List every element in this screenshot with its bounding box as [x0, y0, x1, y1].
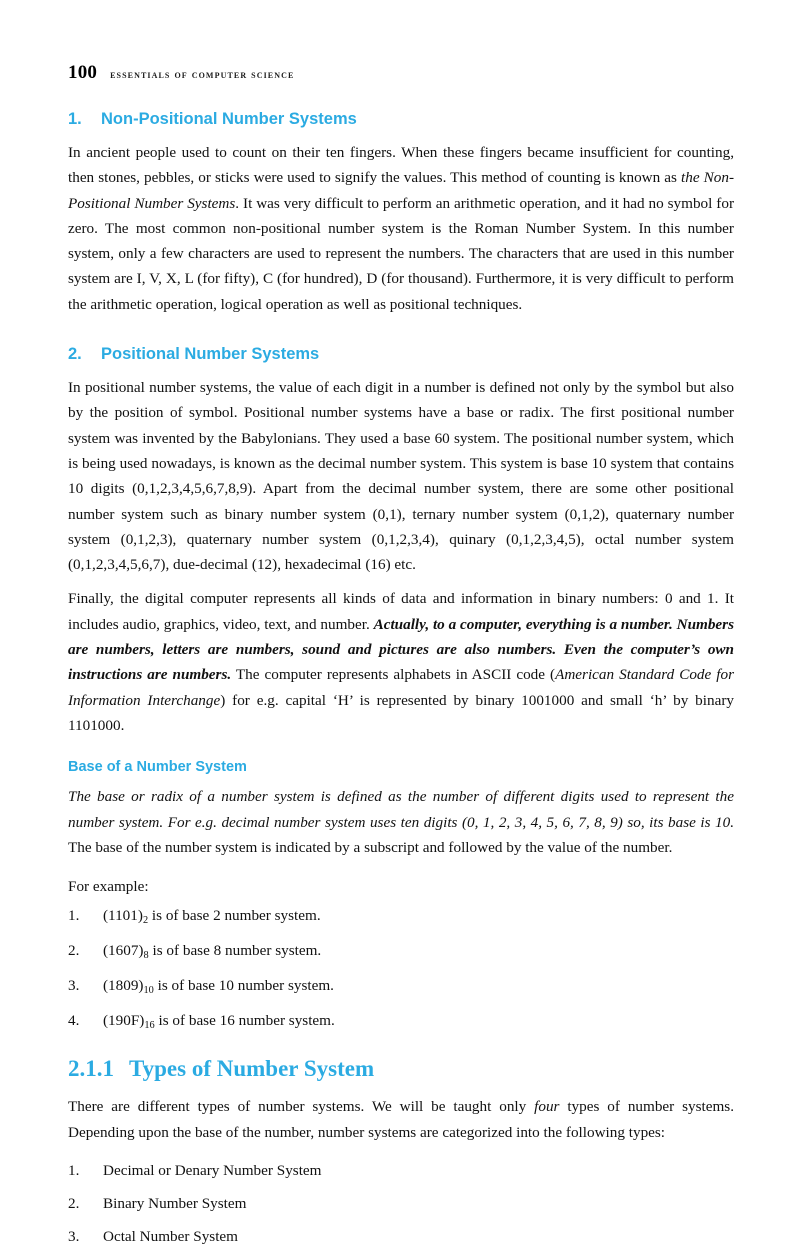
para-1-part-c: . It was very difficult to perform an arithmetic operation, and it had no symbol for zero. The most common non-positional number system is the Roman Number System. In this number system, only a few characters are used to represent the numbers. The characters that are used in this number system are I, V, X, L (for fifty), C (for hundred), D (for thousand). Furthermore, it is very difficult to perform the arithmetic operation, logical operation as well as positional techniques.	[68, 194, 734, 313]
types-intro-c: types of number systems. Depending upon the base of the number, number systems are categorized into the following types:	[68, 1098, 735, 1141]
para-1-part-a: In ancient people used to count on their ten fingers. When these fingers became insufficient for counting, then stones, pebbles, or sticks were used to signify the values. This method of counting is known as	[68, 144, 734, 187]
heading-non-positional-number-systems	[68, 110, 734, 129]
example-subscript: 2	[142, 915, 149, 927]
heading-2-title: Positional Number Systems	[101, 345, 320, 364]
list-item-number: 2.	[68, 1195, 80, 1213]
list-item-number: 3.	[68, 1228, 80, 1246]
example-value: (1101)	[103, 907, 143, 925]
list-item	[68, 1009, 734, 1035]
list-item-text: Binary Number System	[103, 1195, 247, 1213]
paragraph-base-definition	[68, 784, 734, 860]
heading-1-number: 1.	[68, 110, 82, 128]
example-rest: is of base 8 number system.	[148, 942, 322, 960]
types-intro-emphasis: four	[534, 1098, 560, 1116]
list-item-text	[103, 1009, 734, 1035]
example-subscript: 10	[143, 985, 154, 997]
list-item-number: 2.	[68, 942, 80, 960]
para-2-part-c: The computer represents alphabets in ASCII code (	[231, 666, 556, 684]
base-definition-rest: The base of the number system is indicated by a subscript and followed by the value of the number.	[68, 838, 673, 856]
list-item	[68, 1225, 734, 1249]
base-examples-list	[68, 904, 734, 1035]
number-system-types-list	[68, 1159, 734, 1249]
list-item	[68, 974, 734, 1000]
list-item	[68, 1192, 734, 1216]
para-2-part-a: Finally, the digital computer represents all kinds of data and information in binary numbers: 0 and 1. It includes audio, graphics, video, text, and number.	[68, 590, 734, 633]
paragraph-types-intro	[68, 1094, 734, 1145]
running-head	[68, 62, 734, 84]
paragraph-binary-representation	[68, 586, 734, 738]
list-item-number: 1.	[68, 907, 80, 925]
example-value: (1809)	[103, 977, 144, 995]
heading-base-of-a-number-system: Base of a Number System	[68, 759, 247, 776]
para-2-strong-emphasis: Actually, to a computer, everything is a number. Numbers are numbers, letters are numbers, sound and pictures are also numbers. Even the computer’s own instructions are numbers.	[68, 615, 734, 684]
list-item-number: 3.	[68, 977, 80, 995]
list-item-text	[103, 904, 734, 930]
heading-2-number: 2.	[68, 345, 82, 364]
list-item	[68, 1159, 734, 1183]
example-rest: is of base 10 number system.	[153, 977, 334, 995]
section-title: Types of Number System	[129, 1056, 375, 1082]
para-1-emphasis: the Non-Positional Number Systems	[68, 169, 734, 212]
paragraph-positional-systems: In positional number systems, the value of each digit in a number is defined not only by the symbol but also by the position of symbol. Positional number systems have a base or radix. The first positional number system was invented by the Babylonians. They used a base 60 system. The positional number system, which is being used nowadays, is known as the decimal number system. This system is base 10 system that contains 10 digits (0,1,2,3,4,5,6,7,8,9). Apart from the decimal number system, there are some other positional number system such as binary number system (0,1), ternary number system (0,1,2), quaternary number system (0,1,2,3), quaternary number system (0,1,2,3,4), quinary (0,1,2,3,4,5), octal number system (0,1,2,3,4,5,6,7), due-decimal (12), hexadecimal (16) etc.	[68, 379, 734, 574]
book-title: essentials of computer science	[110, 69, 295, 81]
list-item-text: Decimal or Denary Number System	[103, 1162, 322, 1180]
example-subscript: 8	[143, 950, 149, 962]
section-number: 2.1.1	[68, 1056, 114, 1082]
list-item-text: Octal Number System	[103, 1228, 238, 1246]
page-content	[68, 62, 734, 1258]
heading-types-of-number-system	[68, 1056, 734, 1082]
base-definition-italic: The base or radix of a number system is defined as the number of different digits used to represent the number system. For e.g. decimal number system uses ten digits (0, 1, 2, 3, 4, 5, 6, 7, 8, 9) so, its base is 10.	[68, 788, 734, 831]
list-item-text	[103, 974, 734, 1000]
list-item	[68, 904, 734, 930]
heading-positional-number-systems	[68, 345, 734, 364]
para-2-part-e: ) for e.g. capital ‘H’ is represented by binary 1001000 and small ‘h’ by binary 1101000.	[68, 691, 734, 734]
example-rest: is of base 2 number system.	[148, 907, 321, 925]
list-item-number: 4.	[68, 1012, 80, 1030]
list-item	[68, 939, 734, 965]
para-2-ascii-expansion: American Standard Code for Information Interchange	[68, 666, 734, 709]
example-rest: is of base 16 number system.	[154, 1012, 335, 1030]
example-value: (1607)	[103, 942, 144, 960]
list-item-text	[103, 939, 734, 965]
example-subscript: 16	[144, 1020, 155, 1032]
page-number: 100	[68, 62, 98, 83]
list-item-number: 1.	[68, 1162, 80, 1180]
heading-1-title: Non-Positional Number Systems	[101, 110, 357, 128]
paragraph-non-positional	[68, 140, 734, 317]
for-example-label: For example:	[68, 878, 149, 896]
types-intro-a: There are different types of number systems. We will be taught only	[68, 1098, 535, 1116]
example-value: (190F)	[103, 1012, 145, 1030]
